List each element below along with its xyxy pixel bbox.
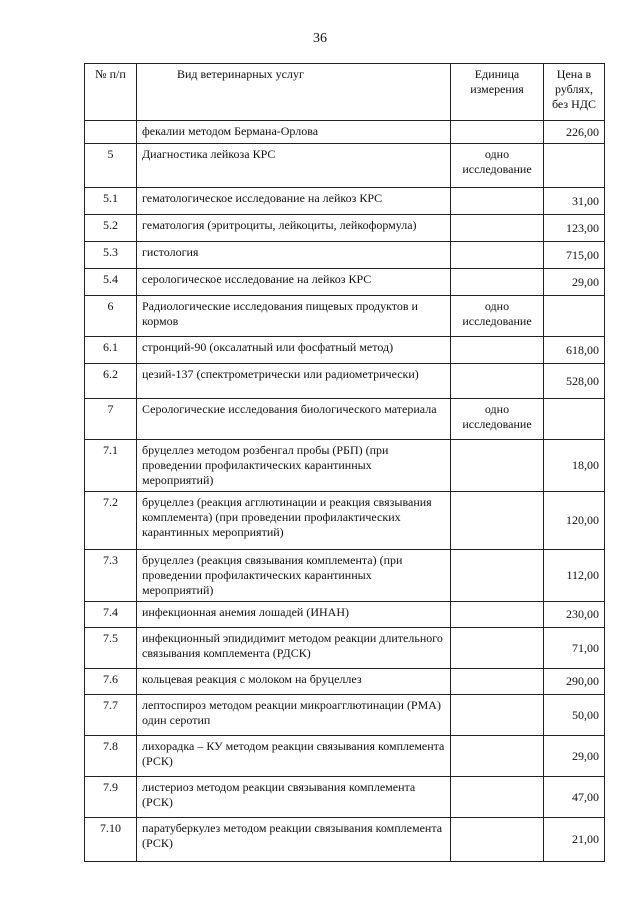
table-row [85, 818, 605, 862]
measurement-unit [451, 269, 544, 296]
measurement-unit [451, 602, 544, 628]
service-name: листериоз методом реакции связывания комплемента (РСК) [137, 777, 451, 818]
measurement-unit [451, 242, 544, 269]
table-row [85, 296, 605, 337]
measurement-unit: одно исследование [451, 144, 544, 188]
service-name: инфекционная анемия лошадей (ИНАН) [137, 602, 451, 628]
row-number: 6.1 [85, 337, 137, 364]
measurement-unit [451, 440, 544, 492]
table-row [85, 669, 605, 695]
header-unit: Единица измерения [451, 64, 544, 121]
service-price: 21,00 [544, 818, 605, 862]
header-price: Цена в рублях, без НДС [544, 64, 605, 121]
service-name: кольцевая реакция с молоком на бруцеллез [137, 669, 451, 695]
service-name: Радиологические исследования пищевых продуктов и кормов [137, 296, 451, 337]
table-row [85, 242, 605, 269]
service-name: фекалии методом Бермана-Орлова [137, 121, 451, 144]
row-number: 7 [85, 399, 137, 440]
table-row [85, 695, 605, 736]
service-name: бруцеллез (реакция связывания комплемента) (при проведении профилактических карантинных мероприятий) [137, 550, 451, 602]
row-number: 7.2 [85, 492, 137, 550]
page-number: 36 [313, 31, 327, 46]
table-row [85, 628, 605, 669]
measurement-unit [451, 215, 544, 242]
measurement-unit: одно исследование [451, 296, 544, 337]
row-number: 7.8 [85, 736, 137, 777]
header-service-type: Вид ветеринарных услуг [137, 64, 451, 121]
service-price [544, 399, 605, 440]
service-name: бруцеллез (реакция агглютинации и реакция связывания комплемента) (при проведении профилактических карантинных мероприятий) [137, 492, 451, 550]
service-name: лептоспироз методом реакции микроагглютинации (РМА) один серотип [137, 695, 451, 736]
table-row [85, 215, 605, 242]
service-name: Серологические исследования биологического материала [137, 399, 451, 440]
service-price: 18,00 [544, 440, 605, 492]
service-name: цезий-137 (спектрометрически или радиометрически) [137, 364, 451, 399]
row-number: 5 [85, 144, 137, 188]
service-name: гистология [137, 242, 451, 269]
service-name: серологическое исследование на лейкоз КРС [137, 269, 451, 296]
measurement-unit [451, 669, 544, 695]
service-name: бруцеллез методом розбенгал пробы (РБП) (при проведении профилактических карантинных мероприятий) [137, 440, 451, 492]
service-price: 230,00 [544, 602, 605, 628]
service-price: 528,00 [544, 364, 605, 399]
measurement-unit [451, 628, 544, 669]
table-row [85, 337, 605, 364]
header-number: № п/п [85, 64, 137, 121]
row-number: 5.3 [85, 242, 137, 269]
row-number: 6.2 [85, 364, 137, 399]
service-name: Диагностика лейкоза КРС [137, 144, 451, 188]
table-row [85, 492, 605, 550]
row-number: 5.2 [85, 215, 137, 242]
row-number: 5.4 [85, 269, 137, 296]
service-price: 31,00 [544, 188, 605, 215]
service-price: 123,00 [544, 215, 605, 242]
measurement-unit: одно исследование [451, 399, 544, 440]
measurement-unit [451, 492, 544, 550]
service-price: 618,00 [544, 337, 605, 364]
table-row [85, 121, 605, 144]
table-row [85, 364, 605, 399]
measurement-unit [451, 121, 544, 144]
measurement-unit [451, 364, 544, 399]
measurement-unit [451, 818, 544, 862]
table-row [85, 269, 605, 296]
table-row [85, 602, 605, 628]
table-row [85, 440, 605, 492]
row-number: 7.10 [85, 818, 137, 862]
service-price: 120,00 [544, 492, 605, 550]
service-price: 715,00 [544, 242, 605, 269]
row-number: 7.9 [85, 777, 137, 818]
service-price: 50,00 [544, 695, 605, 736]
service-price: 226,00 [544, 121, 605, 144]
row-number: 7.7 [85, 695, 137, 736]
measurement-unit [451, 188, 544, 215]
table-header-row [85, 64, 605, 121]
service-name: паратуберкулез методом реакции связывания комплемента (РСК) [137, 818, 451, 862]
service-price: 290,00 [544, 669, 605, 695]
service-name: инфекционный эпидидимит методом реакции длительного связывания комплемента (РДСК) [137, 628, 451, 669]
row-number: 7.5 [85, 628, 137, 669]
row-number: 7.6 [85, 669, 137, 695]
table-body [85, 121, 605, 862]
measurement-unit [451, 337, 544, 364]
service-price: 71,00 [544, 628, 605, 669]
measurement-unit [451, 736, 544, 777]
row-number: 6 [85, 296, 137, 337]
measurement-unit [451, 695, 544, 736]
service-price: 29,00 [544, 269, 605, 296]
row-number: 7.4 [85, 602, 137, 628]
service-price [544, 296, 605, 337]
services-price-table [84, 63, 605, 862]
service-name: лихорадка – КУ методом реакции связывания комплемента (РСК) [137, 736, 451, 777]
service-price [544, 144, 605, 188]
row-number: 7.1 [85, 440, 137, 492]
table-row [85, 777, 605, 818]
table-row [85, 144, 605, 188]
measurement-unit [451, 777, 544, 818]
service-price: 47,00 [544, 777, 605, 818]
row-number: 7.3 [85, 550, 137, 602]
service-name: гематология (эритроциты, лейкоциты, лейкоформула) [137, 215, 451, 242]
table-row [85, 550, 605, 602]
measurement-unit [451, 550, 544, 602]
table-row [85, 736, 605, 777]
table-row [85, 399, 605, 440]
service-name: гематологическое исследование на лейкоз КРС [137, 188, 451, 215]
row-number: 5.1 [85, 188, 137, 215]
service-price: 112,00 [544, 550, 605, 602]
service-price: 29,00 [544, 736, 605, 777]
table-row [85, 188, 605, 215]
row-number [85, 121, 137, 144]
service-name: стронций-90 (оксалатный или фосфатный метод) [137, 337, 451, 364]
